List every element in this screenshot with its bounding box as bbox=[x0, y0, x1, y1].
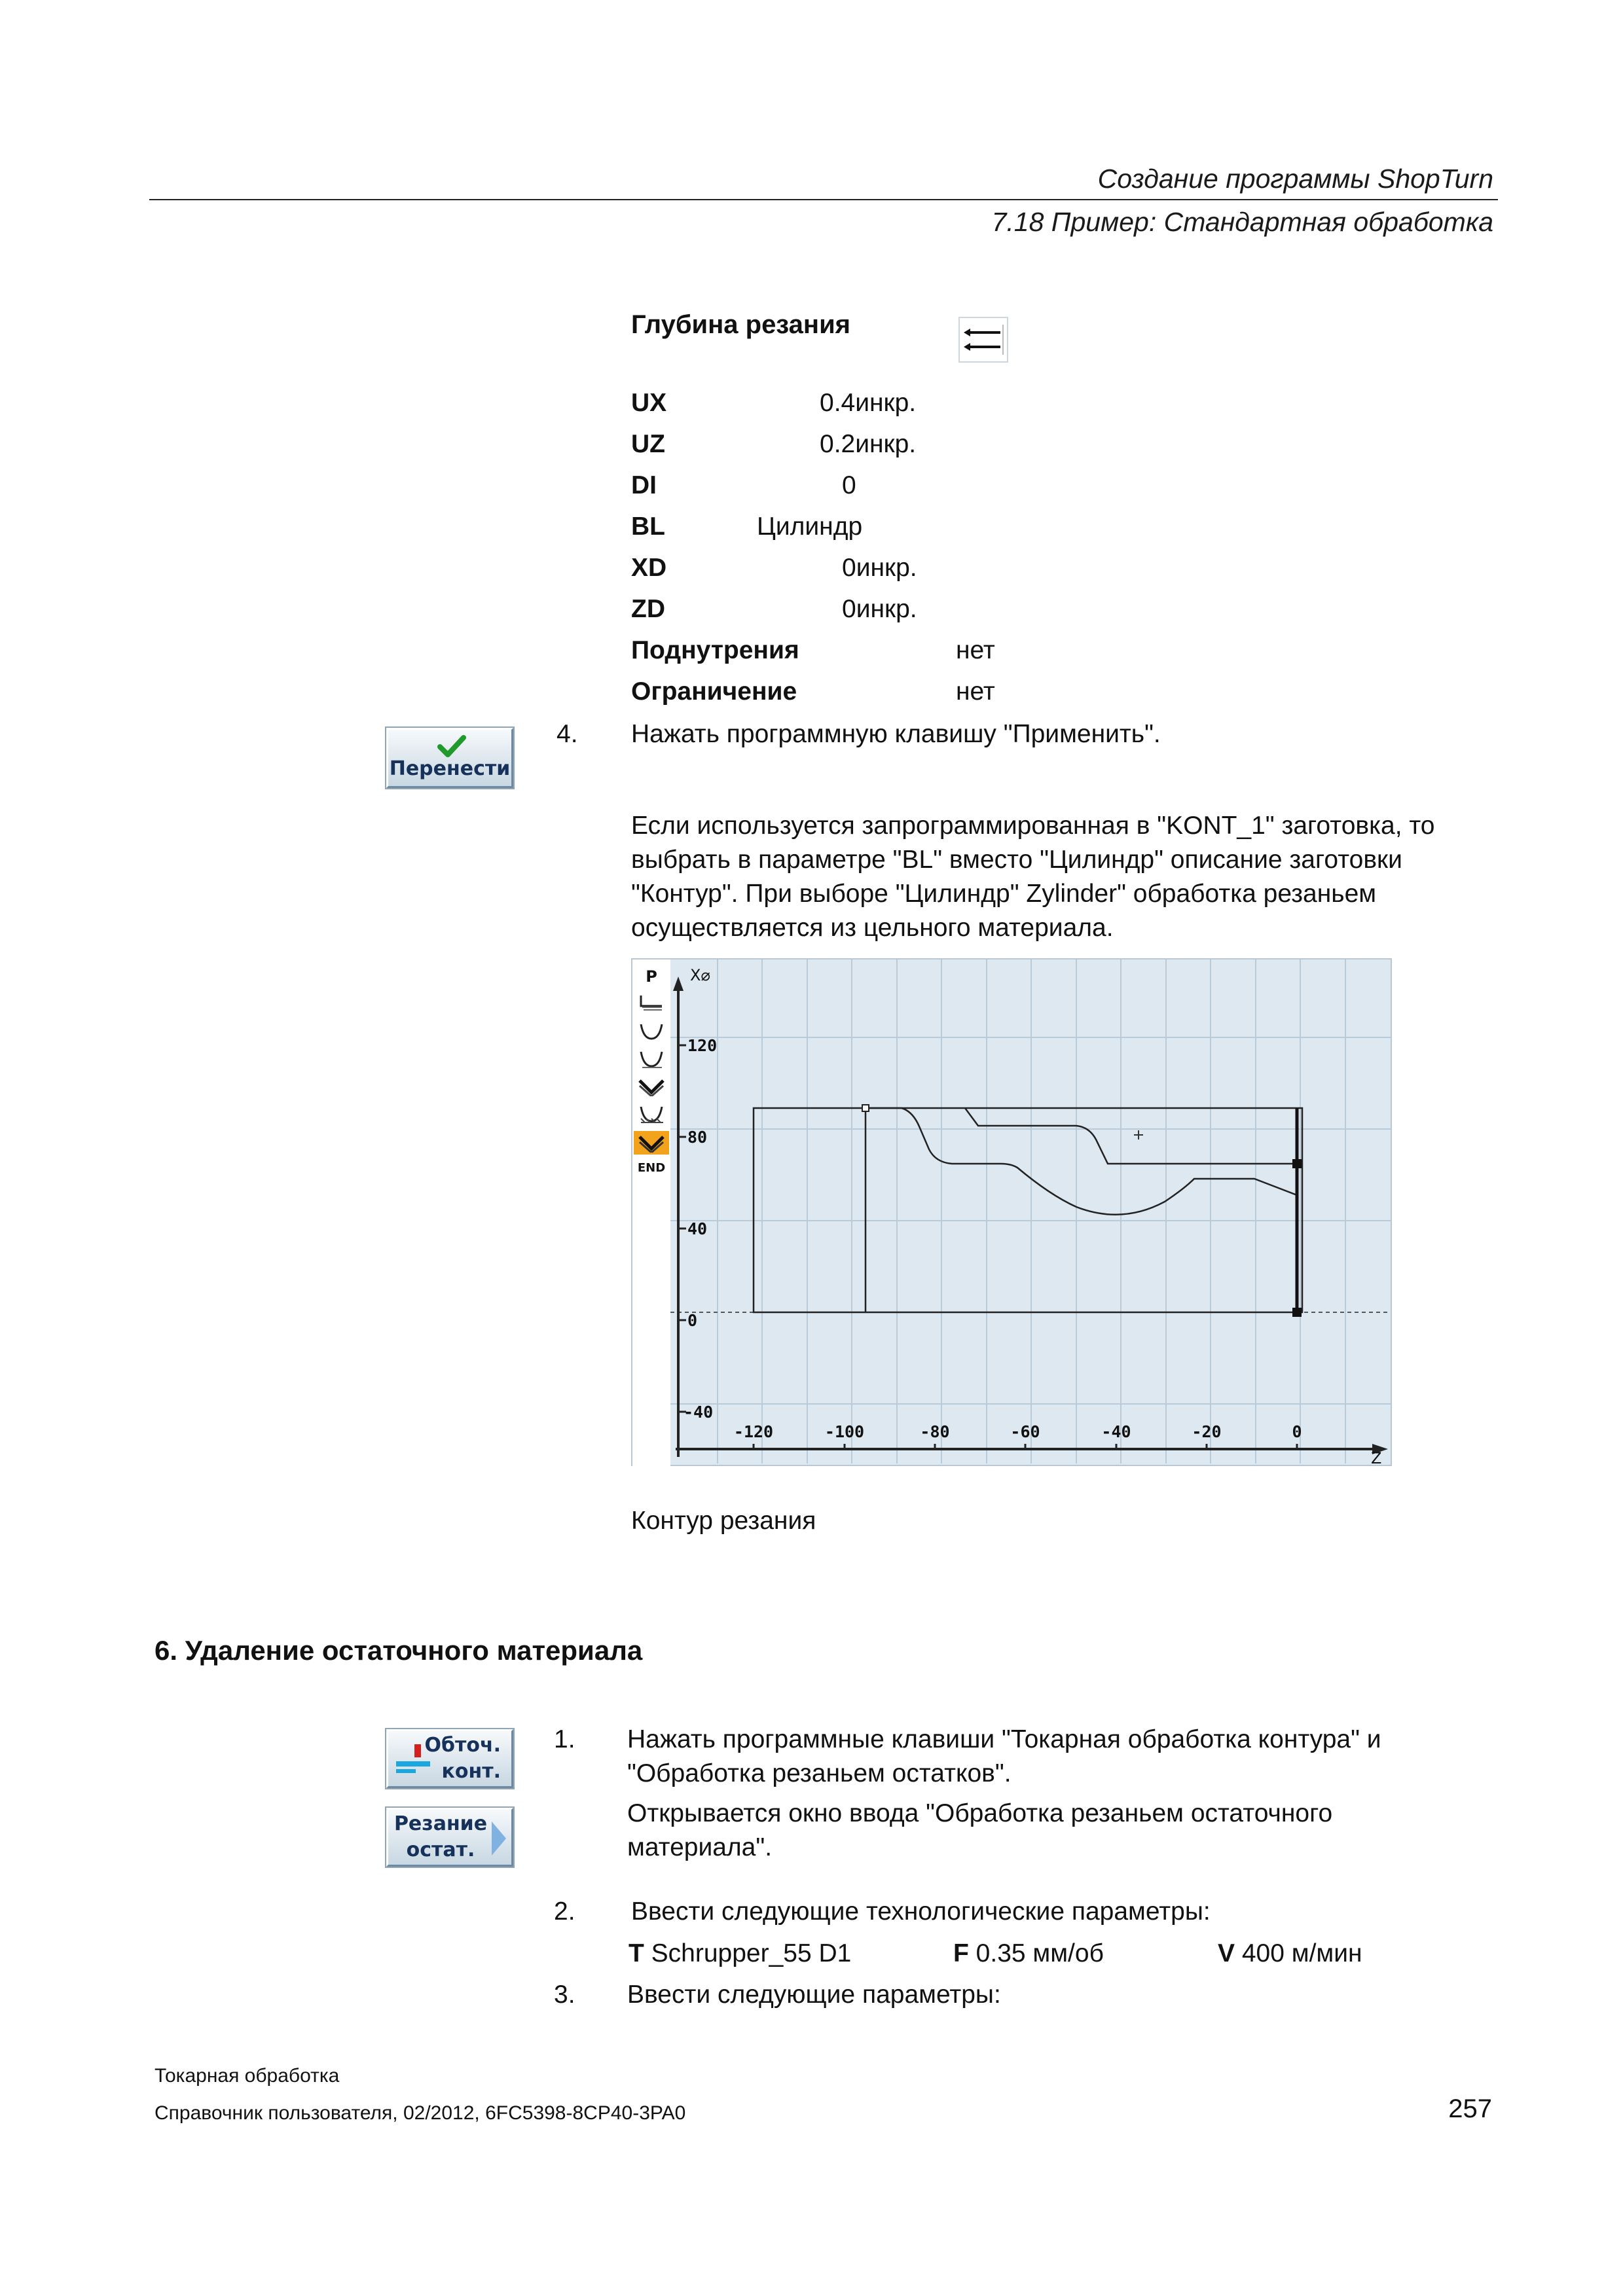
param-value-ux: 0.4инкр. bbox=[820, 389, 917, 417]
step4-text: Нажать программную клавишу "Применить". bbox=[631, 720, 1161, 748]
x-tick-label: 80 bbox=[687, 1128, 708, 1147]
step3-number: 3. bbox=[554, 1981, 575, 2009]
header-rule bbox=[149, 199, 1498, 200]
blank-outline bbox=[754, 1108, 1302, 1312]
param-label-bl: BL bbox=[631, 512, 665, 541]
tech-param-t bbox=[629, 1937, 851, 1971]
param-value-xd: 0инкр. bbox=[842, 554, 917, 582]
softkey-label-line: Обточ. bbox=[424, 1734, 501, 1757]
param-label-zd: ZD bbox=[631, 595, 665, 623]
tech-key: V bbox=[1218, 1939, 1235, 1967]
running-header-section: 7.18 Пример: Стандартная обработка bbox=[991, 207, 1493, 237]
contour-plot bbox=[670, 960, 1391, 1465]
tech-value: Schrupper_55 D1 bbox=[651, 1939, 852, 1967]
z-tick-label: -40 bbox=[1101, 1422, 1131, 1441]
figure-caption: Контур резания bbox=[631, 1507, 816, 1535]
paragraph-line: выбрать в параметре "BL" вместо "Цилиндр" описание заготовки bbox=[631, 846, 1402, 874]
checkmark-icon bbox=[437, 734, 466, 759]
x-tick-label: -40 bbox=[684, 1403, 714, 1422]
apply-softkey-label: Перенести bbox=[389, 757, 511, 780]
depth-arrows-icon bbox=[958, 317, 1008, 363]
softkey-label-line: конт. bbox=[441, 1760, 501, 1783]
residual-cutting-softkey[interactable] bbox=[386, 1808, 513, 1867]
contour-graphic bbox=[631, 958, 1392, 1466]
strip-end-label: END bbox=[637, 1160, 666, 1175]
strip-op-icon bbox=[634, 1020, 669, 1043]
origin-marker bbox=[1292, 1308, 1302, 1317]
step1-note-line: материала". bbox=[627, 1833, 773, 1861]
x-axis-label: X⌀ bbox=[690, 966, 710, 984]
section-heading: 6. Удаление остаточного материала bbox=[155, 1635, 643, 1666]
page-number: 257 bbox=[1448, 2094, 1492, 2123]
z-tick-label: 0 bbox=[1292, 1422, 1302, 1441]
end-point-marker bbox=[1292, 1159, 1302, 1168]
step1-text bbox=[627, 1723, 1381, 1791]
z-tick-label: -120 bbox=[733, 1422, 774, 1441]
z-tick-label: -100 bbox=[824, 1422, 865, 1441]
softkey-label-line: Резание bbox=[393, 1812, 488, 1835]
strip-op-icon bbox=[634, 1102, 669, 1126]
param-label-undercuts: Поднутрения bbox=[631, 636, 799, 664]
step1-note bbox=[627, 1797, 1332, 1865]
strip-op-icon-active bbox=[634, 1131, 669, 1155]
param-value-zd: 0инкр. bbox=[842, 595, 917, 623]
turning-tool-icon bbox=[393, 1742, 433, 1781]
param-value-bl: Цилиндр bbox=[757, 512, 863, 541]
z-tick-label: -60 bbox=[1010, 1422, 1040, 1441]
strip-program-label: P bbox=[646, 967, 657, 986]
tech-key: T bbox=[629, 1939, 644, 1967]
param-label-ux: UX bbox=[631, 389, 667, 417]
step1-line: Нажать программные клавиши "Токарная обработка контура" и bbox=[627, 1725, 1381, 1753]
param-label-di: DI bbox=[631, 471, 657, 499]
x-axis-arrow bbox=[673, 977, 684, 991]
contour-turning-softkey[interactable] bbox=[386, 1729, 513, 1788]
strip-op-icon bbox=[634, 991, 669, 1014]
tech-key: F bbox=[953, 1939, 969, 1967]
z-tick-label: -80 bbox=[920, 1422, 950, 1441]
z-axis-label: Z bbox=[1371, 1449, 1382, 1465]
softkey-label-line: остат. bbox=[406, 1839, 475, 1861]
step1-number: 1. bbox=[554, 1725, 575, 1753]
param-value-limit: нет bbox=[956, 677, 995, 706]
step3-text: Ввести следующие параметры: bbox=[627, 1981, 1001, 2009]
running-header-title: Создание программы ShopTurn bbox=[1097, 164, 1493, 194]
x-tick-label: 40 bbox=[687, 1219, 708, 1238]
operation-strip bbox=[632, 960, 670, 1467]
param-value-undercuts: нет bbox=[956, 636, 995, 664]
step4-number: 4. bbox=[556, 720, 578, 748]
step4-paragraph bbox=[631, 809, 1435, 945]
paragraph-line: "Контур". При выборе "Цилиндр" Zylinder" обработка резаньем bbox=[631, 880, 1377, 908]
footer-book-title: Токарная обработка bbox=[155, 2065, 340, 2087]
param-label-limit: Ограничение bbox=[631, 677, 797, 706]
cross-marker bbox=[1134, 1130, 1143, 1139]
footer-manual-info: Справочник пользователя, 02/2012, 6FC5398-8CP40-3PA0 bbox=[155, 2102, 686, 2124]
z-tick-label: -20 bbox=[1192, 1422, 1222, 1441]
x-tick-label: 0 bbox=[687, 1311, 698, 1330]
tech-value: 400 м/мин bbox=[1241, 1939, 1362, 1967]
step2-text: Ввести следующие технологические параметры: bbox=[631, 1897, 1211, 1926]
paragraph-line: осуществляется из цельного материала. bbox=[631, 914, 1114, 942]
strip-op-icon bbox=[634, 1047, 669, 1071]
tech-value: 0.35 мм/об bbox=[976, 1939, 1104, 1967]
tech-param-v bbox=[1218, 1937, 1362, 1971]
cutting-depth-title: Глубина резания bbox=[631, 310, 850, 339]
arrow-right-icon bbox=[490, 1819, 507, 1858]
param-value-di: 0 bbox=[842, 471, 856, 499]
tech-param-f bbox=[953, 1937, 1104, 1971]
strip-op-icon bbox=[634, 1075, 669, 1098]
part-contour bbox=[866, 1108, 1297, 1312]
paragraph-line: Если используется запрограммированная в "KONT_1" заготовка, то bbox=[631, 812, 1435, 840]
param-label-uz: UZ bbox=[631, 430, 665, 458]
step2-number: 2. bbox=[554, 1897, 575, 1926]
param-value-uz: 0.2инкр. bbox=[820, 430, 917, 458]
upper-contour bbox=[965, 1108, 1297, 1164]
grid bbox=[670, 960, 1391, 1463]
step1-line: "Обработка резаньем остатков". bbox=[627, 1759, 1012, 1787]
start-point-marker bbox=[862, 1105, 869, 1111]
apply-softkey[interactable] bbox=[386, 728, 513, 788]
param-label-xd: XD bbox=[631, 554, 667, 582]
x-tick-label: 120 bbox=[687, 1036, 718, 1055]
step1-note-line: Открывается окно ввода "Обработка резаньем остаточного bbox=[627, 1799, 1333, 1827]
